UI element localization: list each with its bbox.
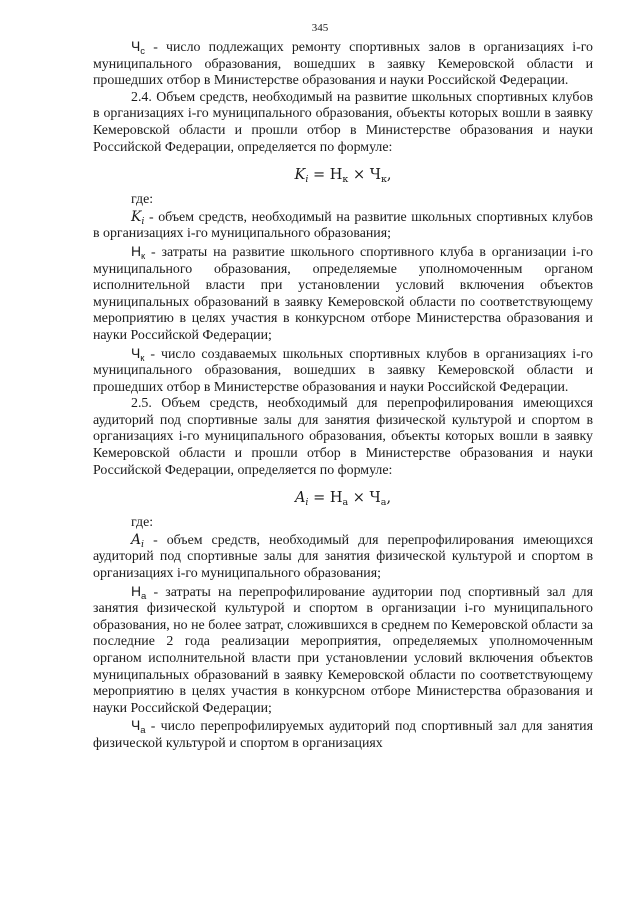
definition-text: - объем средств, необходимый на развитие школьных спортивных клубов в организациях i-го муниципального образования;	[93, 209, 593, 242]
paragraph-2-4: 2.4. Объем средств, необходимый на развитие школьных спортивных клубов в организациях i-го муниципального образования, объекты которых вошли в заявку Кемеровской области и прошли отбор в Министерстве образования и науки Российской Федерации, определяется по формуле:	[93, 89, 593, 155]
formula-equals: =	[308, 167, 330, 184]
definition-text: - затраты на перепрофилирование аудитории под спортивный зал для занятия физической культурой и спортом в организации i-го муниципального образования, но не более затрат, сложившихся в среднем по Кемеровской области за последние 2 года реализации мероприятия, определяемых уполномоченным органом исполнительной власти при установлении условий включения объектов муниципальных образований в заявку Кемеровской области по соответствующему мероприятию в целях участия в конкурсном отборе Министерства образования и науки Российской Федерации;	[93, 584, 593, 716]
definition-text: - число перепрофилируемых аудиторий под спортивный зал для занятия физической культурой и спортом в организациях	[93, 719, 593, 751]
formula-times: ×	[348, 490, 370, 507]
definition-text: - затраты на развитие школьного спортивного клуба в организации i-го муниципального образования, определяемые уполномоченным органом исполнительной власти при установлении условий включения объектов муниципальных образований в заявку Кемеровской области по соответствующему мероприятию в целях участия в конкурсном отборе Министерства образования и науки Российской Федерации;	[93, 244, 593, 343]
formula-equals: =	[308, 490, 330, 507]
formula-factor-a: Н	[329, 167, 343, 184]
where-label: где:	[131, 515, 154, 531]
symbol-subscript: а	[141, 590, 147, 602]
formula-comma: ,	[386, 167, 392, 184]
formula-comma: ,	[386, 490, 392, 507]
definition-n-a	[93, 583, 593, 718]
formula-lhs: A	[294, 490, 306, 507]
symbol-subscript: с	[140, 46, 146, 57]
symbol-subscript: i	[141, 215, 145, 227]
symbol: A	[131, 531, 142, 548]
symbol-subscript: i	[141, 538, 145, 550]
formula-lhs-subscript: i	[305, 174, 309, 186]
formula-times: ×	[348, 167, 370, 184]
definition-ch-a	[93, 717, 593, 752]
definition-ch-k	[93, 345, 593, 397]
symbol: K	[131, 208, 142, 225]
page-body	[93, 38, 593, 753]
formula-factor-b: Ч	[369, 167, 381, 184]
formula-factor-b: Ч	[369, 490, 381, 507]
symbol: Ч	[131, 344, 141, 361]
paragraph-2-5: 2.5. Объем средств, необходимый для перепрофилирования имеющихся аудиторий под спортивные залы для занятия физической культурой и спортом в организациях i-го муниципального образования, объекты которых вошли в заявку Кемеровской области и прошли отбор в Министерстве образования и науки Российской Федерации, определяется по формуле:	[93, 396, 593, 478]
formula-lhs: K	[294, 167, 306, 184]
formula-factor-a-subscript: к	[342, 174, 349, 186]
symbol: Н	[131, 242, 142, 259]
symbol: Н	[131, 582, 142, 599]
definition-text: - число подлежащих ремонту спортивных залов в организациях i-го муниципального образования, вошедших в заявку Кемеровской области и прошедших отбор в Министерстве образования и науки Российской Федерации.	[93, 40, 593, 89]
definition-ch-s	[93, 38, 593, 90]
page-number: 345	[311, 22, 329, 34]
formula-factor-a: Н	[329, 490, 343, 507]
definition-text: - число создаваемых школьных спортивных клубов в организациях i-го муниципального образования, вошедших в заявку Кемеровской области и прошедших отбор в Министерстве образования и науки Российской Федерации.	[93, 346, 593, 395]
definition-n-k	[93, 243, 593, 345]
symbol: Ч	[131, 717, 141, 734]
definition-text: - объем средств, необходимый для перепрофилирования имеющихся аудиторий под спортивные залы для занятия физической культурой и спортом в организациях i-го муниципального образования;	[93, 532, 593, 582]
formula-factor-a-subscript: а	[342, 497, 349, 509]
symbol-subscript: а	[140, 725, 146, 737]
definition-k-i	[93, 209, 593, 243]
symbol: Ч	[131, 38, 141, 54]
where-label: где:	[131, 192, 154, 208]
formula-factor-b-subscript: а	[380, 497, 387, 509]
definition-a-i	[93, 532, 593, 583]
formula-a-i	[93, 489, 593, 507]
formula-factor-b-subscript: к	[380, 174, 387, 186]
formula-k-i	[93, 166, 593, 184]
formula-lhs-subscript: i	[305, 497, 309, 509]
symbol-subscript: к	[140, 352, 145, 364]
symbol-subscript: к	[141, 250, 146, 262]
